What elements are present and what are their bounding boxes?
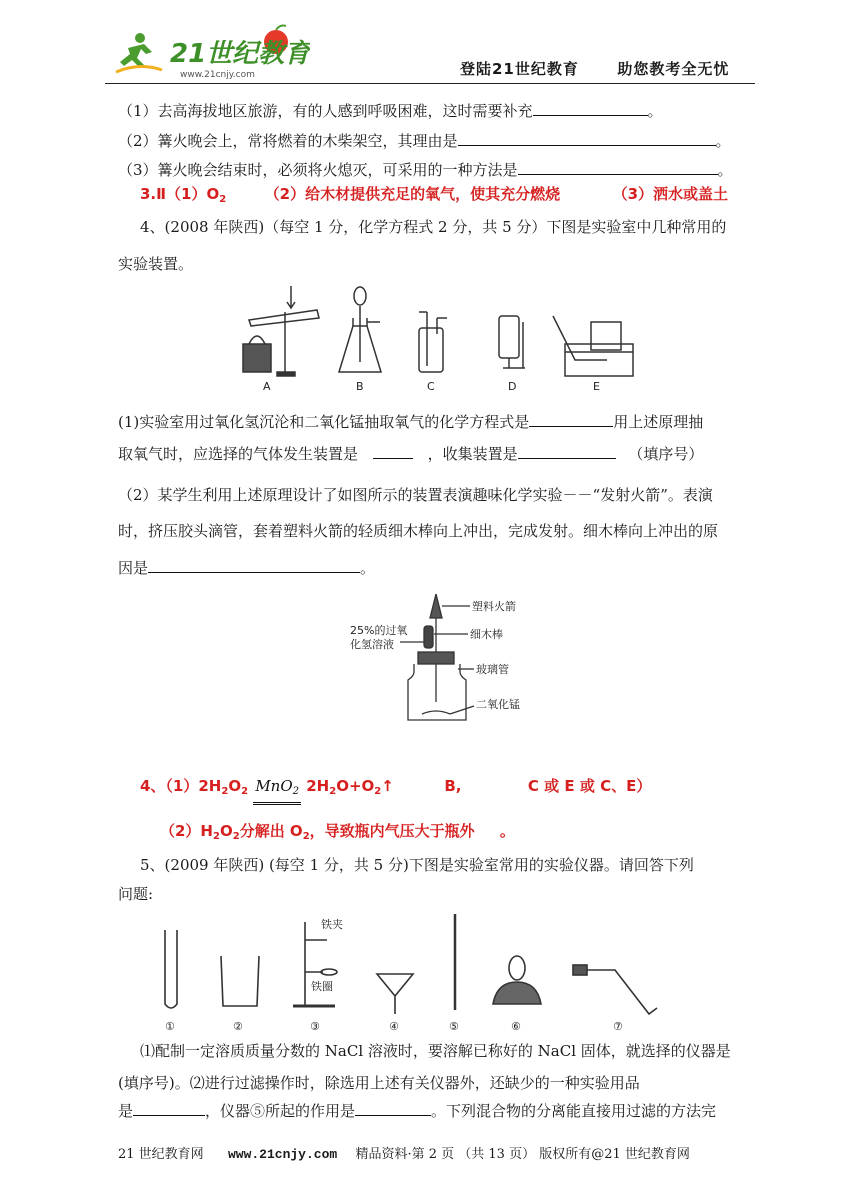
instrument-label-2: ②	[233, 1020, 243, 1032]
q4-p2-line2: 时，挤压胶头滴管，套着塑料火箭的轻质细木棒向上冲出，完成发射。细木棒向上冲出的原	[118, 522, 719, 540]
logo-url: www.21cnjy.com	[180, 70, 255, 80]
apparatus-label-c: C	[427, 380, 435, 393]
bent-tube-icon	[575, 970, 657, 1014]
header-rule	[105, 83, 755, 84]
q3-item3: （3）篝火晚会结束时，必须将火熄灭，可采用的一种方法是 。	[118, 161, 733, 179]
apparatus-label-a: A	[263, 380, 271, 393]
funnel-icon	[377, 974, 413, 1014]
catalyst-over-equals: MnO$_2$	[253, 776, 301, 805]
q5-body-line3: 是 ，仪器⑤所起的作用是 。下列混合物的分离能直接用过滤的方法完	[118, 1102, 717, 1120]
q5-intro-line2: 问题:	[118, 885, 154, 903]
label-tube: 玻璃管	[476, 663, 509, 676]
instrument-label-7: ⑦	[613, 1020, 623, 1032]
q4-apparatus-figure	[235, 282, 645, 394]
q3-item2: （2）篝火晚会上，常将燃着的木柴架空，其理由是 。	[118, 132, 731, 150]
apparatus-e	[553, 316, 633, 376]
q4-p2-line1: （2）某学生利用上述原理设计了如图所示的装置表演趣味化学实验－－“发射火箭”。表演	[118, 486, 713, 504]
q4-p2-line3: 因是 。	[118, 559, 376, 577]
q4-answer2: $(2)H_2O_2$分解出 $O_2$，导致瓶内气压大于瓶外 。	[160, 822, 515, 842]
q4-p1-line1: (1)实验室用过氧化氢沉沦和二氧化锰抽取氧气的化学方程式是 用上述原理抽	[118, 413, 704, 431]
instrument-label-6: ⑥	[511, 1020, 521, 1032]
instrument-label-3: ③	[310, 1020, 320, 1032]
q3-answer: $3.Ⅱ(1)O_2$ （2）给木材提供充足的氧气，使其充分燃烧 （3）洒水或盖土	[140, 185, 729, 205]
apparatus-d	[499, 316, 525, 368]
slogan-left: 登陆21世纪教育	[460, 60, 579, 78]
running-figure-icon	[116, 33, 162, 72]
rocket-experiment-figure	[350, 590, 525, 726]
iron-stand-icon	[293, 922, 337, 1006]
q4-p1-line2: 取氧气时，应选择的气体发生装置是 ，收集装置是 （填序号）	[118, 445, 704, 463]
q4-intro-line2: 实验装置。	[118, 255, 194, 273]
q5-body-line2: (填序号)。⑵进行过滤操作时，除选用上述有关仪器外，还缺少的一种实验用品	[118, 1074, 640, 1092]
q5-intro-line1: 5、(2009 年陕西) (每空 1 分，共 5 分)下图是实验室常用的实验仪器。请回答下列	[140, 856, 694, 874]
header-slogan	[460, 58, 729, 79]
ring-label: 铁圈	[311, 980, 333, 993]
footer-info: 精品资料·第 2 页 （共 13 页） 版权所有@21 世纪教育网	[355, 1147, 690, 1162]
test-tube-icon	[165, 930, 177, 1008]
apparatus-a	[243, 286, 319, 376]
footer-url[interactable]: www.21cnjy.com	[227, 1147, 338, 1162]
q4-answer1: 4、$(1)2H_2O_2$ MnO$_2$ $2H_2O+O_2↑$ B, C 或 E 或 C、E）	[140, 776, 651, 805]
slogan-right: 助您教考全无忧	[617, 60, 730, 78]
apparatus-label-b: B	[356, 380, 364, 393]
apparatus-label-d: D	[508, 380, 517, 393]
label-rocket: 塑料火箭	[472, 600, 516, 613]
q4-intro-line1: 4、(2008 年陕西)（每空 1 分，化学方程式 2 分，共 5 分）下图是实验室中几种常用的	[140, 218, 727, 236]
header	[0, 0, 860, 90]
apparatus-label-e: E	[593, 380, 600, 393]
footer-site: 21 世纪教育网	[118, 1147, 204, 1162]
clamp-label: 铁夹	[321, 918, 343, 931]
footer	[118, 1143, 690, 1162]
beaker-icon	[221, 956, 259, 1006]
instrument-label-5: ⑤	[449, 1020, 459, 1032]
label-mno2: 二氧化锰	[476, 698, 520, 711]
logo	[110, 22, 310, 84]
apparatus-c	[419, 312, 447, 372]
q5-instruments-figure	[145, 910, 665, 1032]
apparatus-b	[339, 287, 381, 372]
q5-body-line1: ⑴配制一定溶质质量分数的 NaCl 溶液时，要溶解已称好的 NaCl 固体，就选择的仪器是	[140, 1042, 731, 1060]
q3-item1: （1）去高海拔地区旅游，有的人感到呼吸困难，这时需要补充 。	[118, 102, 663, 120]
label-stick: 细木棒	[470, 628, 503, 641]
label-solution-2: 化氢溶液	[350, 638, 394, 651]
label-solution-1: 25%的过氧	[350, 624, 408, 637]
instrument-label-4: ④	[389, 1020, 399, 1032]
instrument-label-1: ①	[165, 1020, 175, 1032]
alcohol-lamp-icon	[493, 956, 541, 1004]
logo-text: 21世纪教育	[170, 39, 310, 69]
